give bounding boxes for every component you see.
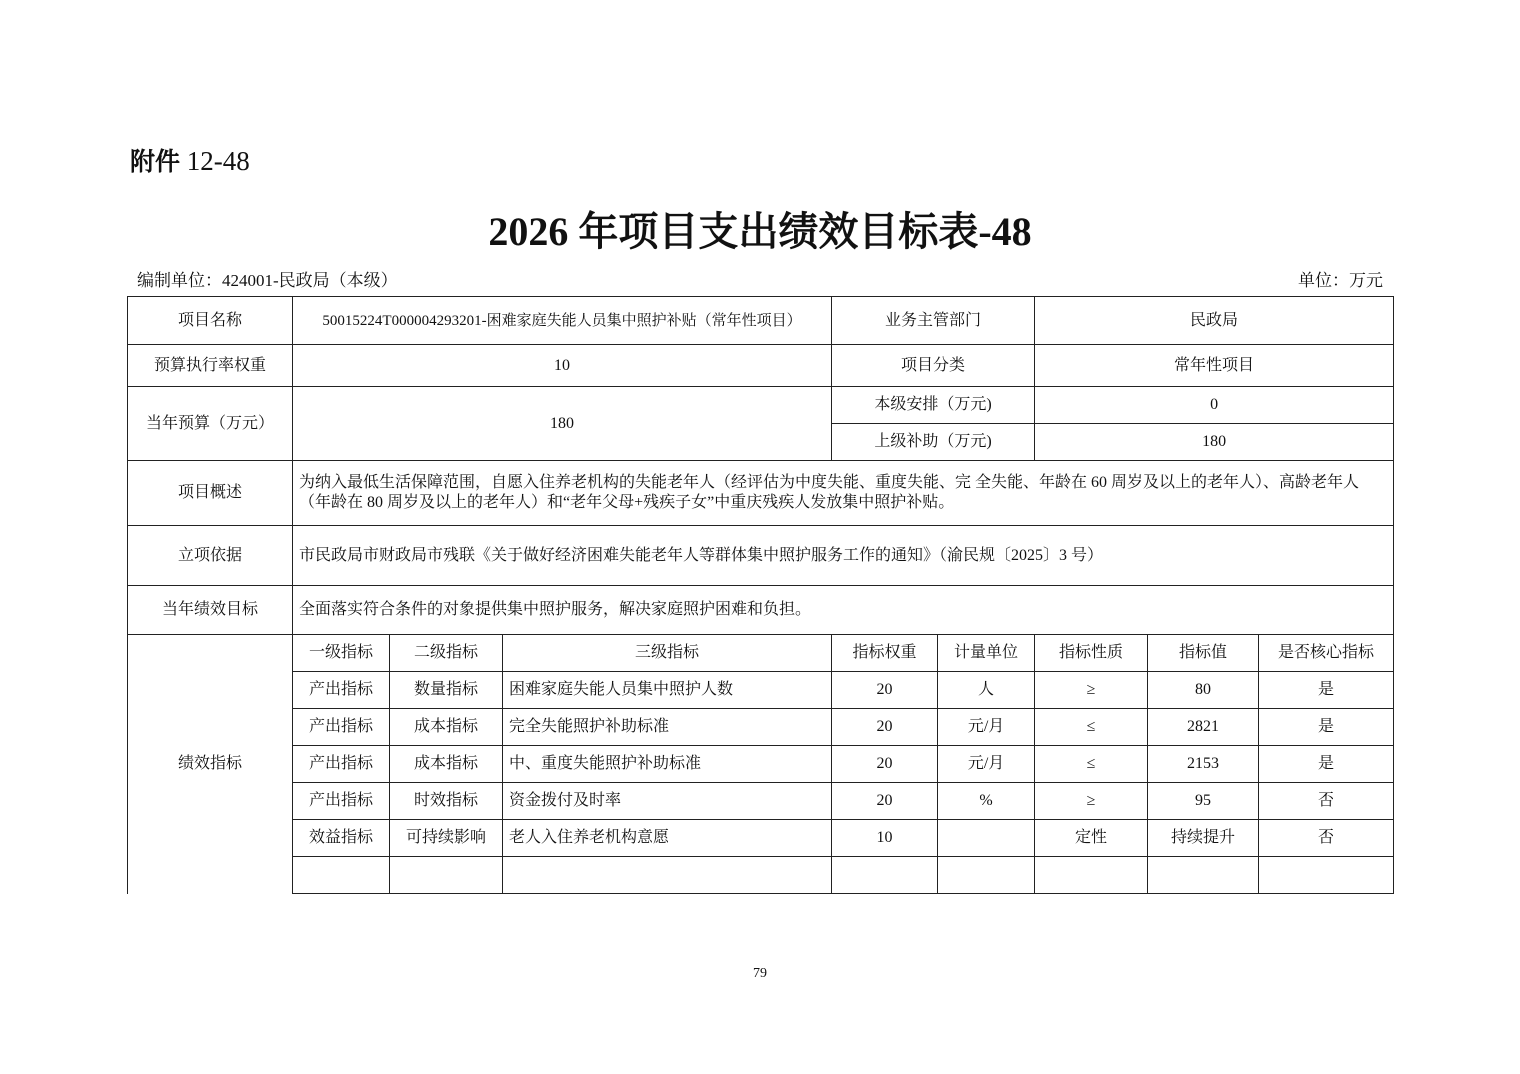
overview-label: 项目概述 xyxy=(128,461,293,526)
indicator-row-empty xyxy=(128,857,1394,894)
project-name-value: 50015224T000004293201-困难家庭失能人员集中照护补贴（常年性项目） xyxy=(293,297,832,345)
ind-core: 是 xyxy=(1259,709,1394,746)
dept-value: 民政局 xyxy=(1035,297,1394,345)
ind-level2: 可持续影响 xyxy=(390,820,503,857)
header-unit: 计量单位 xyxy=(938,635,1035,672)
row-annual-goal xyxy=(128,586,1394,635)
ind-level3: 困难家庭失能人员集中照护人数 xyxy=(503,672,832,709)
ind-value: 持续提升 xyxy=(1148,820,1259,857)
ind-level3: 老人入住养老机构意愿 xyxy=(503,820,832,857)
indicator-row xyxy=(128,746,1394,783)
ind-level1: 产出指标 xyxy=(293,783,390,820)
ind-nature: 定性 xyxy=(1035,820,1148,857)
ind-nature: ≤ xyxy=(1035,709,1148,746)
ind-level1: 产出指标 xyxy=(293,672,390,709)
indicator-row xyxy=(128,783,1394,820)
own-funding-value: 0 xyxy=(1035,387,1394,424)
header-level2: 二级指标 xyxy=(390,635,503,672)
ind-value: 2153 xyxy=(1148,746,1259,783)
header-level1: 一级指标 xyxy=(293,635,390,672)
category-value: 常年性项目 xyxy=(1035,345,1394,387)
ind-unit: 人 xyxy=(938,672,1035,709)
ind-unit: % xyxy=(938,783,1035,820)
ind-level3: 完全失能照护补助标准 xyxy=(503,709,832,746)
ind-nature xyxy=(1035,857,1148,894)
budget-value: 180 xyxy=(293,387,832,461)
header-weight: 指标权重 xyxy=(832,635,938,672)
budget-label: 当年预算（万元） xyxy=(128,387,293,461)
ind-value: 95 xyxy=(1148,783,1259,820)
ind-unit: 元/月 xyxy=(938,709,1035,746)
basis-label: 立项依据 xyxy=(128,526,293,586)
header-value: 指标值 xyxy=(1148,635,1259,672)
ind-weight: 20 xyxy=(832,709,938,746)
page-number: 79 xyxy=(753,966,767,981)
ind-core xyxy=(1259,857,1394,894)
ind-level2 xyxy=(390,857,503,894)
ind-unit xyxy=(938,857,1035,894)
row-basis xyxy=(128,526,1394,586)
ind-level1: 产出指标 xyxy=(293,709,390,746)
row-project-name xyxy=(128,297,1394,345)
ind-weight xyxy=(832,857,938,894)
ind-nature: ≤ xyxy=(1035,746,1148,783)
ind-level3: 资金拨付及时率 xyxy=(503,783,832,820)
page-title: 2026 年项目支出绩效目标表-48 xyxy=(488,209,1032,254)
ind-nature: ≥ xyxy=(1035,672,1148,709)
ind-value xyxy=(1148,857,1259,894)
ind-level2: 成本指标 xyxy=(390,746,503,783)
attachment-label xyxy=(130,142,250,178)
indicator-header-row xyxy=(128,635,1394,672)
basis-value: 市民政局市财政局市残联《关于做好经济困难失能老年人等群体集中照护服务工作的通知》（渝民规〔2025〕3 号） xyxy=(293,526,1394,586)
ind-level3: 中、重度失能照护补助标准 xyxy=(503,746,832,783)
performance-table xyxy=(127,296,1394,894)
ind-weight: 20 xyxy=(832,783,938,820)
ind-weight: 20 xyxy=(832,672,938,709)
ind-core: 否 xyxy=(1259,820,1394,857)
category-label: 项目分类 xyxy=(832,345,1035,387)
indicator-row xyxy=(128,709,1394,746)
ind-value: 2821 xyxy=(1148,709,1259,746)
own-funding-label: 本级安排（万元) xyxy=(832,387,1035,424)
header-level3: 三级指标 xyxy=(503,635,832,672)
ind-core: 是 xyxy=(1259,746,1394,783)
ind-level1 xyxy=(293,857,390,894)
header-core: 是否核心指标 xyxy=(1259,635,1394,672)
compiling-unit: 编制单位：424001-民政局（本级） xyxy=(137,271,398,290)
ind-level2: 成本指标 xyxy=(390,709,503,746)
ind-level2: 时效指标 xyxy=(390,783,503,820)
superior-funding-label: 上级补助（万元) xyxy=(832,424,1035,461)
ind-core: 否 xyxy=(1259,783,1394,820)
ind-unit: 元/月 xyxy=(938,746,1035,783)
row-budget-weight xyxy=(128,345,1394,387)
ind-weight: 20 xyxy=(832,746,938,783)
goal-value: 全面落实符合条件的对象提供集中照护服务，解决家庭照护困难和负担。 xyxy=(293,586,1394,635)
superior-funding-value: 180 xyxy=(1035,424,1394,461)
overview-value: 为纳入最低生活保障范围，自愿入住养老机构的失能老年人（经评估为中度失能、重度失能、完 全失能、年龄在 60 周岁及以上的老年人）、高龄老年人（年龄在 80 周岁及以上的老年人）和“老年父母+残疾子女”中重庆残疾人发放集中照护补贴。 xyxy=(293,461,1394,526)
ind-value: 80 xyxy=(1148,672,1259,709)
dept-label: 业务主管部门 xyxy=(832,297,1035,345)
indicator-row xyxy=(128,820,1394,857)
row-budget-own xyxy=(128,387,1394,424)
ind-weight: 10 xyxy=(832,820,938,857)
ind-level3 xyxy=(503,857,832,894)
attachment-number: 12-48 xyxy=(186,146,250,176)
project-name-label: 项目名称 xyxy=(128,297,293,345)
goal-label: 当年绩效目标 xyxy=(128,586,293,635)
ind-nature: ≥ xyxy=(1035,783,1148,820)
indicators-section-label: 绩效指标 xyxy=(128,635,293,894)
weight-value: 10 xyxy=(293,345,832,387)
ind-level1: 产出指标 xyxy=(293,746,390,783)
weight-label: 预算执行率权重 xyxy=(128,345,293,387)
ind-core: 是 xyxy=(1259,672,1394,709)
indicator-row xyxy=(128,672,1394,709)
ind-level2: 数量指标 xyxy=(390,672,503,709)
ind-level1: 效益指标 xyxy=(293,820,390,857)
currency-unit: 单位：万元 xyxy=(1298,271,1383,290)
row-overview xyxy=(128,461,1394,526)
attachment-prefix: 附件 xyxy=(130,147,181,176)
header-nature: 指标性质 xyxy=(1035,635,1148,672)
ind-unit xyxy=(938,820,1035,857)
